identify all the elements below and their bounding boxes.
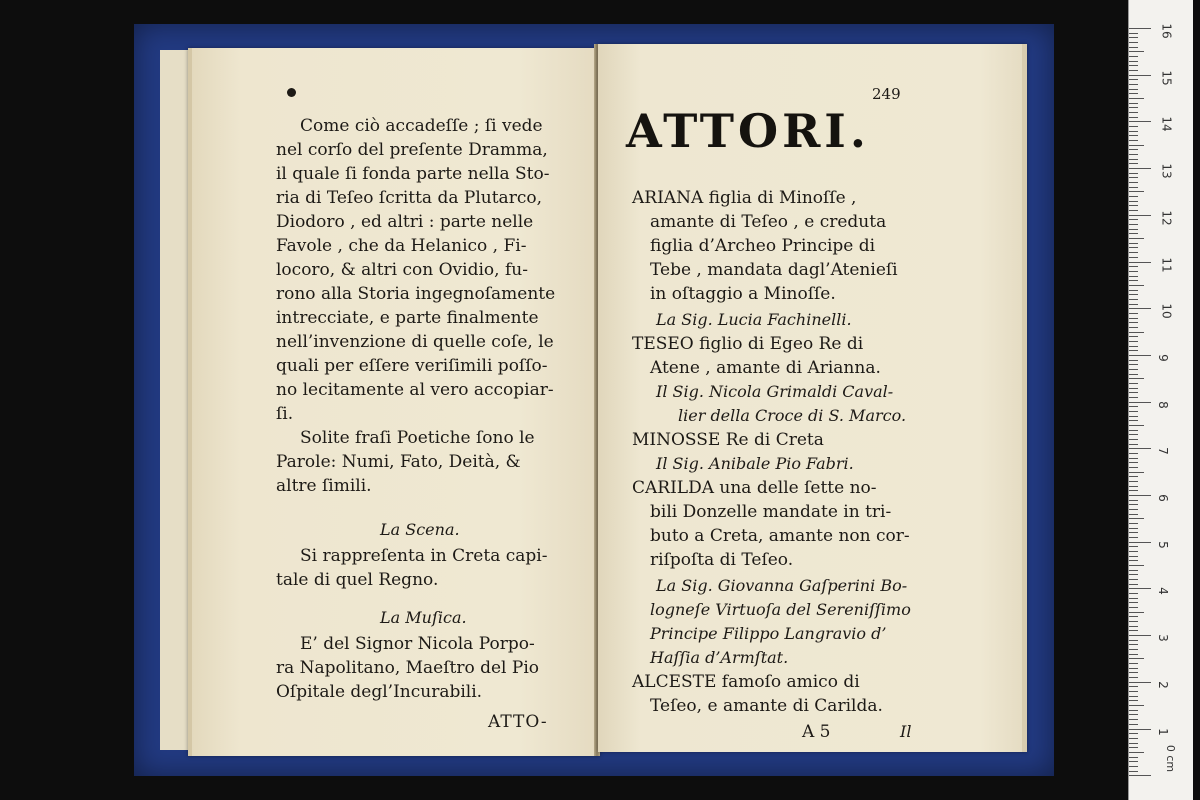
ruler-tick: [1129, 752, 1144, 753]
ruler-tick: [1129, 374, 1138, 375]
ruler-tick: [1129, 766, 1138, 767]
ruler-tick: [1129, 70, 1138, 71]
ruler-tick: [1129, 458, 1138, 459]
ruler-tick: [1129, 425, 1144, 426]
ruler-tick: [1129, 308, 1151, 309]
right-catchword: Il: [900, 722, 912, 741]
left-line-11: quali per eſſere veriſimili poſſo-: [276, 356, 548, 376]
right-line-2: amante di Teſeo , e creduta: [650, 212, 887, 232]
ruler-tick: [1129, 472, 1144, 473]
ruler-label: 10: [1159, 303, 1174, 319]
ruler-tick: [1129, 565, 1144, 566]
right-line-18: logneſe Virtuoſa del Sereniſſimo: [650, 600, 911, 619]
ruler-tick: [1129, 42, 1138, 43]
ruler-tick: [1129, 724, 1138, 725]
ruler-tick: [1129, 322, 1138, 323]
ruler-tick: [1129, 434, 1138, 435]
right-line-5: in oſtaggio a Minoſſe.: [650, 284, 836, 304]
ruler-label: 11: [1159, 256, 1174, 273]
ruler-tick: [1129, 145, 1144, 146]
ruler-tick: [1129, 467, 1138, 468]
ruler-tick: [1129, 775, 1151, 776]
left-line-6: Favole , che da Helanico , Fi-: [276, 236, 527, 256]
measurement-ruler: [1128, 0, 1193, 800]
ruler-label: 5: [1155, 540, 1170, 549]
ruler-tick: [1129, 257, 1138, 258]
ruler-tick: [1129, 532, 1138, 533]
ruler-tick: [1129, 336, 1138, 337]
right-line-19: Principe Filippo Langravio d’: [650, 624, 887, 643]
left-catchword: ATTO-: [488, 712, 548, 732]
ruler-tick: [1129, 654, 1138, 655]
ruler-tick: [1129, 486, 1138, 487]
ruler-tick: [1129, 61, 1138, 62]
right-line-9: Il Sig. Nicola Grimaldi Caval-: [656, 382, 894, 401]
ruler-tick: [1129, 453, 1138, 454]
ruler-tick: [1129, 107, 1138, 108]
musica-line-3: Oſpitale degl’Incurabili.: [276, 682, 483, 702]
right-line-15: buto a Creta, amante non cor-: [650, 526, 910, 546]
right-line-8: Atene , amante di Arianna.: [650, 358, 881, 378]
ruler-tick: [1129, 117, 1138, 118]
ruler-tick: [1129, 663, 1138, 664]
ruler-tick: [1129, 121, 1151, 122]
ruler-tick: [1129, 294, 1138, 295]
left-line-7: locoro, & altri con Ovidio, fu-: [276, 260, 528, 280]
ruler-tick: [1129, 743, 1138, 744]
ruler-tick: [1129, 243, 1138, 244]
ruler-tick: [1129, 173, 1138, 174]
right-line-17: La Sig. Giovanna Gaſperini Bo-: [656, 576, 908, 595]
ruler-tick: [1129, 500, 1138, 501]
ruler-tick: [1129, 546, 1138, 547]
ruler-label: 6: [1155, 494, 1170, 502]
ruler-tick: [1129, 154, 1138, 155]
ruler-label: 12: [1159, 210, 1174, 226]
ruler-tick: [1129, 103, 1138, 104]
ruler-tick: [1129, 621, 1138, 622]
ruler-label: 15: [1159, 70, 1174, 86]
right-line-7: TESEO figlio di Egeo Re di: [632, 334, 864, 354]
ruler-tick: [1129, 593, 1138, 594]
ruler-tick: [1129, 402, 1151, 403]
scena-heading: La Scena.: [380, 520, 460, 539]
right-line-3: figlia d’Archeo Principe di: [650, 236, 876, 256]
ruler-tick: [1129, 388, 1138, 389]
right-line-4: Tebe , mandata dagl’Atenieſi: [650, 260, 898, 280]
ruler-tick: [1129, 56, 1138, 57]
right-line-14: bili Donzelle mandate in tri-: [650, 502, 892, 522]
ruler-tick: [1129, 187, 1138, 188]
musica-line-2: ra Napolitano, Maeſtro del Pio: [276, 658, 540, 678]
ruler-tick: [1129, 551, 1138, 552]
ruler-tick: [1129, 602, 1138, 603]
scena-line-1: Si rappreſenta in Creta capi-: [300, 546, 548, 566]
ruler-tick: [1129, 215, 1151, 216]
ruler-label: 8: [1155, 400, 1170, 409]
signature-mark: A 5: [802, 722, 831, 742]
ruler-tick: [1129, 658, 1144, 659]
ruler-tick: [1129, 705, 1144, 706]
left-line-5: Diodoro , ed altri : parte nelle: [276, 212, 534, 232]
ruler-tick: [1129, 233, 1138, 234]
ruler-tick: [1129, 131, 1138, 132]
ruler-label: 16: [1159, 23, 1174, 39]
ruler-tick: [1129, 304, 1138, 305]
left-line-1: Come ciò accadeſſe ; ſi vede: [300, 116, 543, 136]
ruler-tick: [1129, 383, 1138, 384]
left-line-16: altre ſimili.: [276, 476, 372, 496]
ruler-tick: [1129, 149, 1138, 150]
ruler-tick: [1129, 542, 1151, 543]
ruler-tick: [1129, 262, 1151, 263]
ruler-tick: [1129, 560, 1138, 561]
ruler-tick: [1129, 682, 1151, 683]
ruler-tick: [1129, 28, 1151, 29]
ruler-tick: [1129, 677, 1138, 678]
ruler-tick: [1129, 710, 1138, 711]
ruler-tick: [1129, 644, 1138, 645]
ruler-tick: [1129, 79, 1138, 80]
ruler-tick: [1129, 219, 1138, 220]
ruler-tick: [1129, 738, 1138, 739]
ruler-tick: [1129, 285, 1144, 286]
ruler-tick: [1129, 201, 1138, 202]
ruler-tick: [1129, 364, 1138, 365]
left-line-13: ſi.: [276, 404, 294, 424]
left-line-4: ria di Teſeo ſcritta da Plutarco,: [276, 188, 542, 208]
left-line-12: no lecitamente al vero accopiar-: [276, 380, 554, 400]
ruler-tick: [1129, 626, 1138, 627]
ruler-tick: [1129, 47, 1138, 48]
ruler-tick: [1129, 584, 1138, 585]
ruler-tick: [1129, 177, 1138, 178]
ruler-tick: [1129, 229, 1138, 230]
ruler-tick: [1129, 191, 1144, 192]
left-line-10: nell’invenzione di quelle coſe, le: [276, 332, 554, 352]
ruler-tick: [1129, 640, 1138, 641]
ruler-tick: [1129, 280, 1138, 281]
ruler-unit: 0 cm: [1164, 744, 1178, 773]
ruler-tick: [1129, 523, 1138, 524]
ruler-tick: [1129, 360, 1138, 361]
ruler-tick: [1129, 630, 1138, 631]
ruler-tick: [1129, 350, 1138, 351]
ruler-tick: [1129, 392, 1138, 393]
ruler-tick: [1129, 89, 1138, 90]
ruler-tick: [1129, 771, 1138, 772]
ruler-tick: [1129, 411, 1138, 412]
right-line-6: La Sig. Lucia Fachinelli.: [656, 310, 852, 329]
ruler-tick: [1129, 84, 1138, 85]
ruler-tick: [1129, 509, 1138, 510]
ruler-tick: [1129, 444, 1138, 445]
ruler-tick: [1129, 224, 1138, 225]
ruler-tick: [1129, 761, 1138, 762]
ruler-tick: [1129, 757, 1138, 758]
ruler-tick: [1129, 747, 1138, 748]
ruler-label: 14: [1159, 116, 1174, 133]
ruler-tick: [1129, 341, 1138, 342]
ruler-tick: [1129, 369, 1138, 370]
ruler-tick: [1129, 276, 1138, 277]
ruler-tick: [1129, 290, 1138, 291]
ruler-tick: [1129, 416, 1138, 417]
right-line-1: ARIANA figlia di Minoſſe ,: [632, 188, 857, 208]
right-line-20: Haſſia d’Armſtat.: [650, 648, 789, 667]
musica-line-1: E’ del Signor Nicola Porpo-: [300, 634, 535, 654]
ruler-tick: [1129, 691, 1138, 692]
ruler-tick: [1129, 355, 1151, 356]
ruler-tick: [1129, 537, 1138, 538]
ruler-tick: [1129, 37, 1138, 38]
ruler-tick: [1129, 495, 1151, 496]
ruler-tick: [1129, 397, 1138, 398]
ruler-tick: [1129, 112, 1138, 113]
ruler-tick: [1129, 378, 1144, 379]
ruler-tick: [1129, 518, 1144, 519]
ink-mark: [287, 88, 296, 97]
ruler-tick: [1129, 490, 1138, 491]
ruler-tick: [1129, 668, 1138, 669]
ruler-tick: [1129, 612, 1144, 613]
ruler-tick: [1129, 33, 1138, 34]
left-line-8: rono alla Storia ingegnoſamente: [276, 284, 556, 304]
ruler-tick: [1129, 579, 1138, 580]
left-line-15: Parole: Numi, Fato, Deità, &: [276, 452, 521, 472]
ruler-tick: [1129, 271, 1138, 272]
ruler-tick: [1129, 616, 1138, 617]
ruler-tick: [1129, 719, 1138, 720]
ruler-tick: [1129, 299, 1138, 300]
right-line-16: riſpoſta di Teſeo.: [650, 550, 794, 570]
ruler-tick: [1129, 686, 1138, 687]
ruler-label: 3: [1155, 634, 1170, 642]
ruler-tick: [1129, 430, 1138, 431]
page-title: ATTORI.: [626, 104, 870, 158]
left-line-3: il quale ſi fonda parte nella Sto-: [276, 164, 550, 184]
ruler-tick: [1129, 420, 1138, 421]
left-line-2: nel corſo del preſente Dramma,: [276, 140, 548, 160]
left-line-14: Solite fraſi Poetiche ſono le: [300, 428, 535, 448]
ruler-tick: [1129, 574, 1138, 575]
scena-line-2: tale di quel Regno.: [276, 570, 439, 590]
ruler-tick: [1129, 733, 1138, 734]
ruler-tick: [1129, 504, 1138, 505]
left-line-9: intrecciate, e parte finalmente: [276, 308, 539, 328]
ruler-tick: [1129, 406, 1138, 407]
ruler-tick: [1129, 649, 1138, 650]
right-line-13: CARILDA una delle ſette no-: [632, 478, 877, 498]
right-line-22: Teſeo, e amante di Carilda.: [650, 696, 883, 716]
ruler-tick: [1129, 327, 1138, 328]
ruler-tick: [1129, 196, 1138, 197]
ruler-tick: [1129, 714, 1138, 715]
ruler-tick: [1129, 98, 1144, 99]
ruler-label: 4: [1155, 587, 1170, 596]
page-number: 249: [872, 85, 901, 103]
ruler-tick: [1129, 514, 1138, 515]
ruler-tick: [1129, 481, 1138, 482]
ruler-tick: [1129, 729, 1151, 730]
ruler-tick: [1129, 332, 1144, 333]
right-line-12: Il Sig. Anibale Pio Fabri.: [656, 454, 854, 473]
ruler-tick: [1129, 635, 1151, 636]
ruler-tick: [1129, 318, 1138, 319]
ruler-tick: [1129, 346, 1138, 347]
ruler-tick: [1129, 163, 1138, 164]
ruler-tick: [1129, 556, 1138, 557]
ruler-tick: [1129, 126, 1138, 127]
ruler-tick: [1129, 93, 1138, 94]
ruler-label: 13: [1159, 163, 1174, 179]
ruler-tick: [1129, 462, 1138, 463]
ruler-tick: [1129, 570, 1138, 571]
ruler-tick: [1129, 672, 1138, 673]
ruler-label: 2: [1155, 680, 1170, 689]
ruler-tick: [1129, 65, 1138, 66]
ruler-tick: [1129, 588, 1151, 589]
ruler-tick: [1129, 205, 1138, 206]
ruler-tick: [1129, 607, 1138, 608]
ruler-label: 7: [1155, 447, 1170, 456]
right-line-11: MINOSSE Re di Creta: [632, 430, 824, 450]
right-line-21: ALCESTE famoſo amico di: [632, 672, 860, 692]
ruler-tick: [1129, 476, 1138, 477]
ruler-tick: [1129, 159, 1138, 160]
ruler-tick: [1129, 598, 1138, 599]
ruler-tick: [1129, 700, 1138, 701]
musica-heading: La Muſica.: [380, 608, 467, 627]
ruler-tick: [1129, 182, 1138, 183]
ruler-tick: [1129, 528, 1138, 529]
ruler-tick: [1129, 75, 1151, 76]
ruler-tick: [1129, 252, 1138, 253]
ruler-label: 9: [1155, 354, 1170, 362]
ruler-tick: [1129, 135, 1138, 136]
ruler-tick: [1129, 168, 1151, 169]
ruler-tick: [1129, 313, 1138, 314]
ruler-tick: [1129, 266, 1138, 267]
ruler-tick: [1129, 448, 1151, 449]
ruler-tick: [1129, 210, 1138, 211]
ruler-tick: [1129, 140, 1138, 141]
ruler-tick: [1129, 247, 1138, 248]
ruler-tick: [1129, 51, 1144, 52]
ruler-tick: [1129, 238, 1144, 239]
ruler-label: 1: [1155, 727, 1170, 736]
ruler-tick: [1129, 696, 1138, 697]
ruler-tick: [1129, 439, 1138, 440]
right-line-10: lier della Croce di S. Marco.: [678, 406, 907, 425]
